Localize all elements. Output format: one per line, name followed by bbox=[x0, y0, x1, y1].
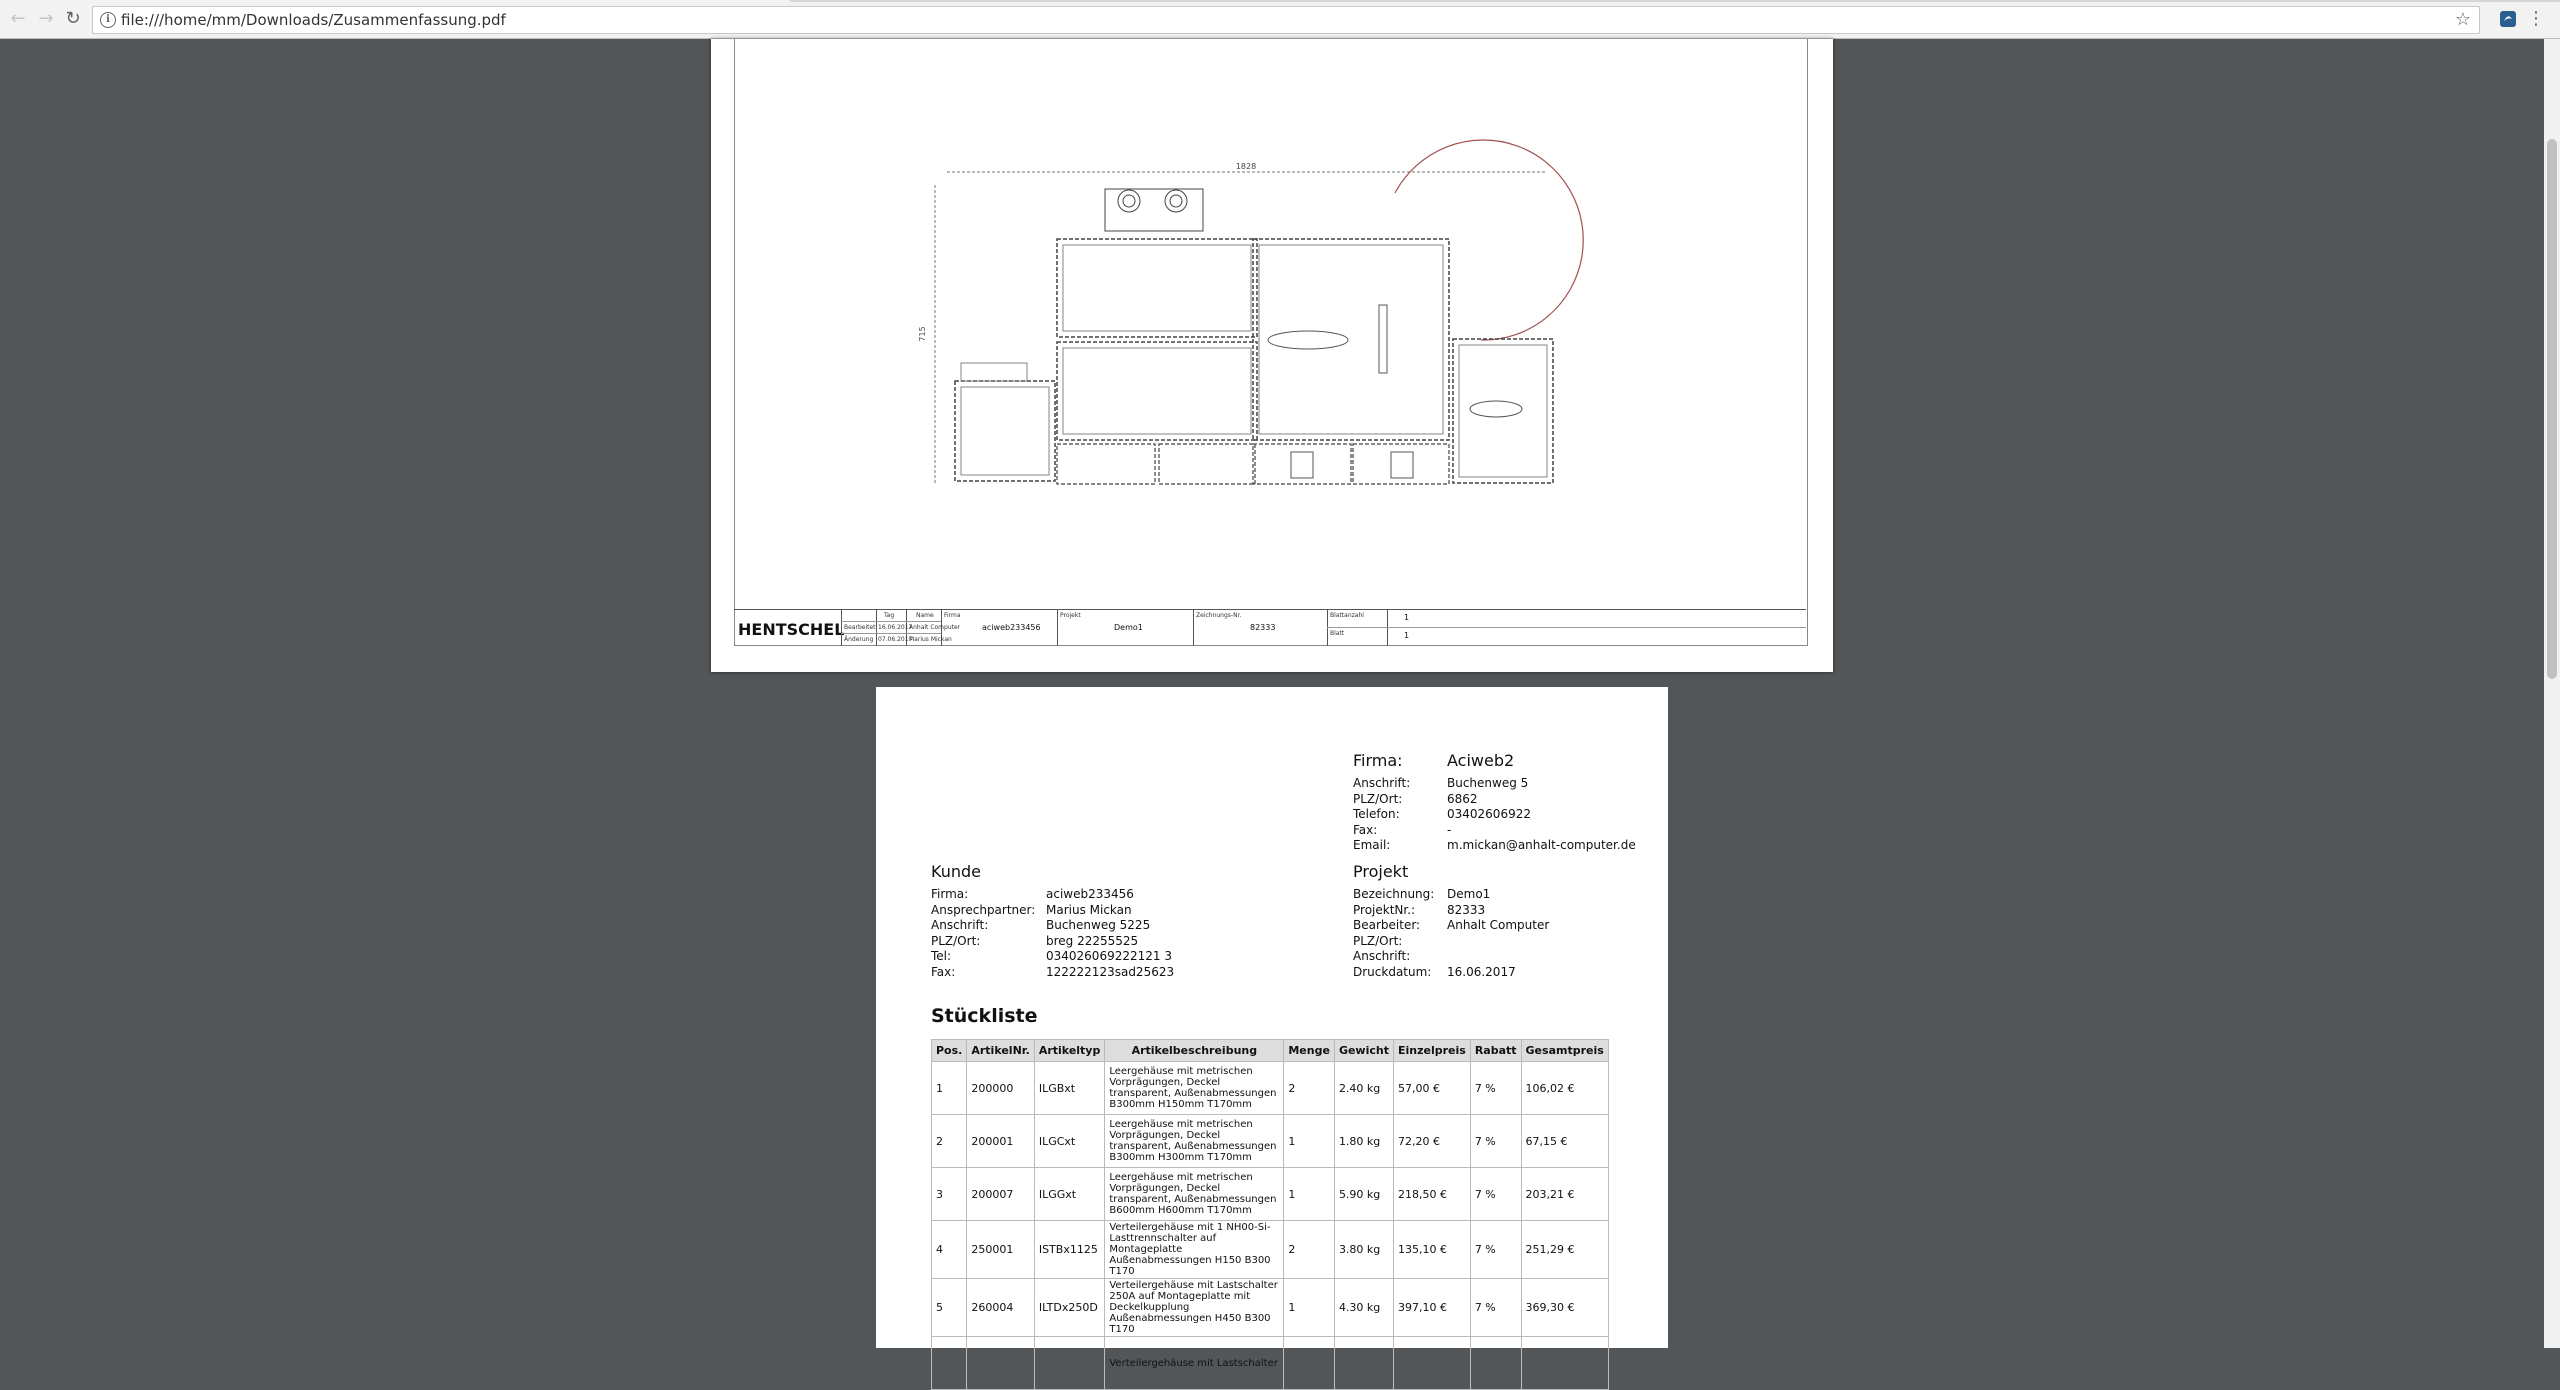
tb-divider bbox=[1193, 610, 1194, 646]
table-cell: 67,15 € bbox=[1521, 1115, 1608, 1168]
table-cell: Verteilergehäuse mit Lastschalter 250A auf Montageplatte mit Deckelkupplung Außenabmessungen H450 B300 T170 bbox=[1105, 1279, 1284, 1337]
table-cell: 7 % bbox=[1470, 1115, 1521, 1168]
tb-divider bbox=[876, 610, 877, 646]
table-cell: ILGGxt bbox=[1034, 1168, 1105, 1221]
table-cell: 3.80 kg bbox=[1334, 1221, 1393, 1279]
column-header: ArtikelNr. bbox=[967, 1040, 1034, 1062]
table-cell: ILGBxt bbox=[1034, 1062, 1105, 1115]
table-cell: ISTBx1125 bbox=[1034, 1221, 1105, 1279]
kunde-field-label: Firma: bbox=[931, 887, 969, 901]
table-cell: 7 % bbox=[1470, 1279, 1521, 1337]
table-cell: 200001 bbox=[967, 1115, 1034, 1168]
table-cell: 5.90 kg bbox=[1334, 1168, 1393, 1221]
table-row bbox=[932, 1115, 1609, 1168]
column-header: Gesamtpreis bbox=[1521, 1040, 1608, 1062]
stueckliste-heading: Stückliste bbox=[931, 1005, 1038, 1027]
browser-toolbar bbox=[0, 0, 2560, 39]
title-block bbox=[734, 609, 1806, 646]
tb-divider bbox=[841, 610, 842, 646]
table-cell: 260004 bbox=[967, 1279, 1034, 1337]
firma-field-value: m.mickan@anhalt-computer.de bbox=[1447, 838, 1636, 852]
active-tab-indicator bbox=[0, 0, 790, 2]
firma-heading-value: Aciweb2 bbox=[1447, 751, 1515, 770]
table-cell: 7 % bbox=[1470, 1062, 1521, 1115]
table-cell: 2 bbox=[932, 1115, 967, 1168]
table-cell: 72,20 € bbox=[1393, 1115, 1470, 1168]
firma-field-value: 6862 bbox=[1447, 791, 1478, 806]
enclosure-drawing bbox=[711, 39, 1833, 609]
column-header: Einzelpreis bbox=[1393, 1040, 1470, 1062]
projekt-field-value: 16.06.2017 bbox=[1447, 964, 1516, 979]
table-row bbox=[932, 1337, 1609, 1390]
table-cell bbox=[967, 1337, 1034, 1390]
table-cell: 135,10 € bbox=[1393, 1221, 1470, 1279]
parts-table bbox=[931, 1039, 1609, 1390]
kunde-field-value: breg 22255525 bbox=[1046, 933, 1139, 948]
table-cell: 5 bbox=[932, 1279, 967, 1337]
table-cell: 4 bbox=[932, 1221, 967, 1279]
table-row bbox=[932, 1221, 1609, 1279]
firma-field-label: Anschrift: bbox=[1353, 776, 1411, 790]
table-cell: Verteilergehäuse mit 1 NH00-Si-Lasttrennschalter auf Montageplatte Außenabmessungen H150 B300 T170 bbox=[1105, 1221, 1284, 1279]
table-cell bbox=[932, 1337, 967, 1390]
tb-divider bbox=[1387, 610, 1388, 646]
firma-field-label: Fax: bbox=[1353, 822, 1378, 837]
projekt-heading: Projekt bbox=[1353, 862, 1409, 881]
table-cell: 218,50 € bbox=[1393, 1168, 1470, 1221]
table-cell: ILTDx250D bbox=[1034, 1279, 1105, 1337]
table-cell: 203,21 € bbox=[1521, 1168, 1608, 1221]
table-cell bbox=[1393, 1337, 1470, 1390]
projekt-field-label: Bezeichnung: bbox=[1353, 887, 1435, 901]
tab-strip bbox=[0, 0, 2560, 2]
table-cell: 2 bbox=[1284, 1062, 1335, 1115]
table-row bbox=[932, 1168, 1609, 1221]
dim-height-label: 715 bbox=[918, 326, 927, 342]
tb-zeichnungsnr-value: 82333 bbox=[1250, 623, 1276, 632]
projekt-field-label: Anschrift: bbox=[1353, 949, 1411, 963]
table-cell: Verteilergehäuse mit Lastschalter bbox=[1105, 1337, 1284, 1390]
table-cell: 7 % bbox=[1470, 1168, 1521, 1221]
tb-row2-date: 07.06.2017 bbox=[878, 636, 913, 643]
table-cell bbox=[1334, 1337, 1393, 1390]
kunde-field-value: 034026069222121 3 bbox=[1046, 949, 1172, 963]
firma-field-value: 03402606922 bbox=[1447, 807, 1531, 821]
tb-name-header: Name bbox=[916, 612, 934, 619]
projekt-field-value: Demo1 bbox=[1447, 887, 1491, 901]
column-header: Artikeltyp bbox=[1034, 1040, 1105, 1062]
tb-divider bbox=[1057, 610, 1058, 646]
table-cell: 3 bbox=[932, 1168, 967, 1221]
tb-row1-date: 16.06.2017 bbox=[878, 624, 913, 631]
firma-field-label: Telefon: bbox=[1353, 807, 1400, 821]
table-cell: 1.80 kg bbox=[1334, 1115, 1393, 1168]
table-cell bbox=[1470, 1337, 1521, 1390]
table-cell bbox=[1521, 1337, 1608, 1390]
table-cell: Leergehäuse mit metrischen Vorprägungen, Deckel transparent, Außenabmessungen B300mm H150mm T170mm bbox=[1105, 1062, 1284, 1115]
tb-rule bbox=[841, 621, 941, 622]
tb-zeichnungsnr-label: Zeichnungs-Nr. bbox=[1196, 612, 1242, 619]
table-cell: 1 bbox=[1284, 1168, 1335, 1221]
pdf-page-drawing bbox=[711, 39, 1833, 672]
table-row bbox=[932, 1279, 1609, 1337]
tb-row1-label: Bearbeitet bbox=[844, 624, 876, 631]
table-row bbox=[932, 1062, 1609, 1115]
tb-row1-name: Anhalt Computer bbox=[909, 624, 961, 631]
table-cell: 2 bbox=[1284, 1221, 1335, 1279]
bookmark-star-icon[interactable]: ☆ bbox=[2454, 9, 2471, 30]
tb-blattzahl-value: 1 bbox=[1404, 613, 1410, 622]
kunde-field-label: Anschrift: bbox=[931, 918, 989, 932]
column-header: Artikelbeschreibung bbox=[1105, 1040, 1284, 1062]
table-cell: 397,10 € bbox=[1393, 1279, 1470, 1337]
projekt-field-value: 82333 bbox=[1447, 902, 1486, 917]
vertical-scrollbar[interactable] bbox=[2544, 39, 2560, 1348]
projekt-field-label: Druckdatum: bbox=[1353, 964, 1432, 979]
column-header: Menge bbox=[1284, 1040, 1335, 1062]
dim-width-label: 1828 bbox=[1235, 162, 1257, 171]
kunde-field-label: PLZ/Ort: bbox=[931, 933, 981, 948]
table-cell: 7 % bbox=[1470, 1221, 1521, 1279]
kunde-field-value: Marius Mickan bbox=[1046, 902, 1132, 917]
tb-projekt-label: Projekt bbox=[1060, 612, 1081, 619]
hentschel-logo: HENTSCHEL bbox=[738, 620, 845, 639]
menu-icon[interactable]: ⋮ bbox=[2527, 8, 2545, 29]
reload-icon[interactable]: ↻ bbox=[65, 8, 81, 29]
extension-icon[interactable] bbox=[2498, 9, 2518, 29]
projekt-field-label: PLZ/Ort: bbox=[1353, 933, 1403, 948]
table-cell: 200007 bbox=[967, 1168, 1034, 1221]
tb-blatt-value: 1 bbox=[1404, 631, 1410, 640]
table-cell: 200000 bbox=[967, 1062, 1034, 1115]
firma-field-value: Buchenweg 5 bbox=[1447, 776, 1529, 790]
projekt-field-label: Bearbeiter: bbox=[1353, 918, 1421, 932]
kunde-heading: Kunde bbox=[931, 862, 981, 881]
kunde-field-value: Buchenweg 5225 bbox=[1046, 918, 1151, 932]
tb-rule bbox=[841, 633, 941, 634]
tb-projekt-value: Demo1 bbox=[1114, 623, 1143, 632]
address-bar[interactable] bbox=[92, 6, 2480, 34]
table-cell: 4.30 kg bbox=[1334, 1279, 1393, 1337]
firma-field-label: Email: bbox=[1353, 838, 1391, 852]
firma-field-label: PLZ/Ort: bbox=[1353, 791, 1403, 806]
kunde-field-label: Fax: bbox=[931, 964, 956, 979]
table-cell: 2.40 kg bbox=[1334, 1062, 1393, 1115]
tb-row2-label: Änderung bbox=[844, 636, 874, 643]
projekt-field-value: Anhalt Computer bbox=[1447, 918, 1550, 932]
table-cell: 1 bbox=[1284, 1115, 1335, 1168]
table-cell: 369,30 € bbox=[1521, 1279, 1608, 1337]
url-text[interactable]: file:///home/mm/Downloads/Zusammenfassung.pdf bbox=[121, 11, 506, 29]
tb-firma-label: Firma bbox=[944, 612, 961, 619]
firma-heading-label: Firma: bbox=[1353, 751, 1403, 770]
tb-divider bbox=[1327, 610, 1328, 646]
kunde-field-value: 122222123sad25623 bbox=[1046, 964, 1175, 979]
tb-blatt-label: Blatt bbox=[1330, 630, 1345, 637]
info-icon[interactable]: i bbox=[100, 12, 116, 28]
parts-table-header bbox=[932, 1040, 1609, 1062]
kunde-field-label: Tel: bbox=[931, 949, 952, 963]
column-header: Gewicht bbox=[1334, 1040, 1393, 1062]
table-cell: Leergehäuse mit metrischen Vorprägungen, Deckel transparent, Außenabmessungen B300mm H300mm T170mm bbox=[1105, 1115, 1284, 1168]
table-cell: 57,00 € bbox=[1393, 1062, 1470, 1115]
forward-icon[interactable]: → bbox=[38, 8, 54, 29]
projekt-field-label: ProjektNr.: bbox=[1353, 902, 1416, 917]
tb-blattzahl-label: Blattanzahl bbox=[1330, 612, 1364, 619]
column-header: Rabatt bbox=[1470, 1040, 1521, 1062]
tb-rule bbox=[1327, 627, 1806, 628]
table-cell: Leergehäuse mit metrischen Vorprägungen, Deckel transparent, Außenabmessungen B600mm H600mm T170mm bbox=[1105, 1168, 1284, 1221]
table-cell: 251,29 € bbox=[1521, 1221, 1608, 1279]
back-icon[interactable]: ← bbox=[10, 8, 26, 29]
pdf-page-summary bbox=[876, 687, 1668, 1369]
tb-tag-header: Tag bbox=[884, 612, 895, 619]
column-header: Pos. bbox=[932, 1040, 967, 1062]
firma-field-value: - bbox=[1447, 822, 1452, 837]
table-cell: 250001 bbox=[967, 1221, 1034, 1279]
table-cell bbox=[1034, 1337, 1105, 1390]
scrollbar-thumb[interactable] bbox=[2547, 139, 2557, 679]
table-cell: ILGCxt bbox=[1034, 1115, 1105, 1168]
tb-row2-name: Marius Mickan bbox=[909, 636, 952, 643]
table-cell: 1 bbox=[932, 1062, 967, 1115]
table-cell: 1 bbox=[1284, 1279, 1335, 1337]
table-cell bbox=[1284, 1337, 1335, 1390]
kunde-field-label: Ansprechpartner: bbox=[931, 902, 1036, 917]
table-cell: 106,02 € bbox=[1521, 1062, 1608, 1115]
tb-firma-value: aciweb233456 bbox=[982, 623, 1041, 632]
kunde-field-value: aciweb233456 bbox=[1046, 887, 1134, 901]
